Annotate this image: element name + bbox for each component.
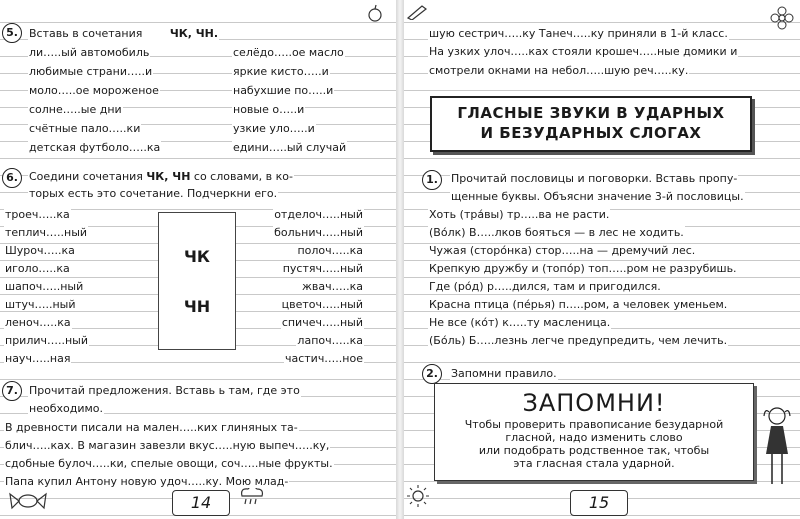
proverb: Чужая (сторо́нка) стор…..на — дремучий лес. bbox=[429, 244, 696, 257]
phrase-item: любимые страни…..и bbox=[29, 65, 153, 78]
word-item: прилич…..ный bbox=[5, 334, 89, 347]
phrase-item: селёдо…..ое масло bbox=[233, 46, 344, 59]
word-item: полоч…..ка bbox=[297, 244, 363, 257]
proverb: Крепкую дружбу и (топо́р) топ…..ром не разрубишь. bbox=[429, 262, 737, 275]
text-line: щенные буквы. Объясни значение 3-й пословицы. bbox=[451, 190, 744, 203]
proverb: (Во́лк) В…..лков бояться — в лес не ходить. bbox=[429, 226, 684, 239]
book-spine bbox=[396, 0, 404, 519]
phrase-item: новые о…..и bbox=[233, 103, 305, 116]
word-item: Шуроч…..ка bbox=[5, 244, 75, 257]
exercise-number: 6. bbox=[2, 168, 22, 188]
right-page bbox=[404, 0, 800, 519]
phrase-item: счётные пало…..ки bbox=[29, 122, 141, 135]
girl-illustration bbox=[760, 404, 794, 490]
title-line: И БЕЗУДАРНЫХ СЛОГАХ bbox=[480, 124, 702, 142]
flower-icon bbox=[768, 4, 796, 32]
prompt-text: Вставь в сочетания bbox=[29, 27, 143, 40]
letter-combos: ЧК, ЧН bbox=[146, 170, 191, 183]
phrase-item: набухшие по…..и bbox=[233, 84, 334, 97]
phrase-item: узкие уло…..и bbox=[233, 122, 315, 135]
page-number: 14 bbox=[172, 490, 230, 516]
section-title bbox=[430, 96, 752, 152]
word-item: леноч…..ка bbox=[5, 316, 71, 329]
text-line: В древности писали на мален…..ких глиняных та- bbox=[5, 421, 298, 434]
rule-line: или подобрать родственное так, чтобы bbox=[478, 444, 710, 457]
text-line: На узких улоч…..ках стояли крошеч…..ные домики и bbox=[429, 45, 738, 58]
letter-combos: ЧК, ЧН. bbox=[169, 27, 219, 40]
exercise-number: 5. bbox=[2, 23, 22, 43]
candy-icon bbox=[8, 488, 48, 514]
rule-heading: ЗАПОМНИ! bbox=[522, 389, 666, 417]
combo-chk: ЧК bbox=[183, 247, 210, 266]
text-line: Папа купил Антону новую удоч…..ку. Мою млад- bbox=[5, 475, 289, 488]
phrase-item: детская футболо…..ка bbox=[29, 141, 161, 154]
rule-line: Чтобы проверить правописание безударной bbox=[464, 418, 724, 431]
word-item: больнич…..ный bbox=[274, 226, 363, 239]
word-item: науч…..ная bbox=[5, 352, 71, 365]
word-item: спичеч…..ный bbox=[281, 316, 363, 329]
word-item: отделоч…..ный bbox=[274, 208, 363, 221]
phrase-item: ли…..ый автомобиль bbox=[29, 46, 150, 59]
prompt-text: торых есть это сочетание. Подчеркни его. bbox=[29, 187, 278, 200]
word-item: жвач…..ка bbox=[301, 280, 363, 293]
text-line: Прочитай предложения. Вставь ь там, где это bbox=[29, 384, 300, 397]
phrase-item: солне…..ые дни bbox=[29, 103, 122, 116]
prompt-text: со словами, в ко- bbox=[193, 170, 293, 183]
sun-icon bbox=[406, 484, 430, 508]
word-item: частич…..ное bbox=[284, 352, 363, 365]
exercise-prompt bbox=[28, 170, 294, 183]
rule-line: гласной, надо изменить слово bbox=[505, 431, 683, 444]
proverb: Хоть (тра́вы) тр…..ва не расти. bbox=[429, 208, 610, 221]
text-line: шую сестрич…..ку Танеч…..ку приняли в 1-й класс. bbox=[429, 27, 728, 40]
title-line: ГЛАСНЫЕ ЗВУКИ В УДАРНЫХ bbox=[457, 104, 725, 122]
text-line: необходимо. bbox=[29, 402, 103, 415]
pencil-icon bbox=[406, 4, 428, 20]
proverb: Не все (ко́т) к…..ту масленица. bbox=[429, 316, 611, 329]
word-item: иголо…..ка bbox=[5, 262, 70, 275]
text-line: блич…..ках. В магазин завезли вкус…..ную выпеч…..ку, bbox=[5, 439, 330, 452]
word-item: лапоч…..ка bbox=[297, 334, 363, 347]
apple-icon bbox=[366, 4, 384, 22]
exercise-number: 2. bbox=[422, 364, 442, 384]
phrase-item: едини…..ый случай bbox=[233, 141, 347, 154]
exercise-number: 1. bbox=[422, 170, 442, 190]
left-page bbox=[0, 0, 396, 519]
phrase-item: яркие кисто…..и bbox=[233, 65, 329, 78]
prompt-text: Запомни правило. bbox=[451, 367, 557, 380]
prompt-text: Соедини сочетания bbox=[29, 170, 143, 183]
exercise-number: 7. bbox=[2, 381, 22, 401]
proverb: (Бо́ль) Б…..лезнь легче предупредить, чем лечить. bbox=[429, 334, 728, 347]
text-line: сдобные булоч…..ки, спелые овощи, соч…..ные фрукты. bbox=[5, 457, 333, 470]
word-item: троеч…..ка bbox=[5, 208, 70, 221]
proverb: Где (ро́д) р…..дился, там и пригодился. bbox=[429, 280, 661, 293]
page-number: 15 bbox=[570, 490, 628, 516]
combo-chn: ЧН bbox=[183, 297, 211, 316]
word-item: теплич…..ный bbox=[5, 226, 88, 239]
word-item: цветоч…..ный bbox=[281, 298, 363, 311]
rule-line: эта гласная стала ударной. bbox=[513, 457, 675, 470]
combo-box bbox=[158, 212, 236, 350]
text-line: смотрели окнами на небол…..шую реч…..ку. bbox=[429, 64, 689, 77]
proverb: Красна птица (пе́рья) п…..ром, а человек уменьем. bbox=[429, 298, 728, 311]
word-item: штуч…..ный bbox=[5, 298, 76, 311]
word-item: шапоч…..ный bbox=[5, 280, 84, 293]
text-line: Прочитай пословицы и поговорки. Вставь пропу- bbox=[451, 172, 738, 185]
phrase-item: моло…..ое мороженое bbox=[29, 84, 159, 97]
exercise-prompt bbox=[28, 27, 219, 40]
word-item: пустяч…..ный bbox=[282, 262, 363, 275]
rule-box bbox=[434, 383, 754, 481]
